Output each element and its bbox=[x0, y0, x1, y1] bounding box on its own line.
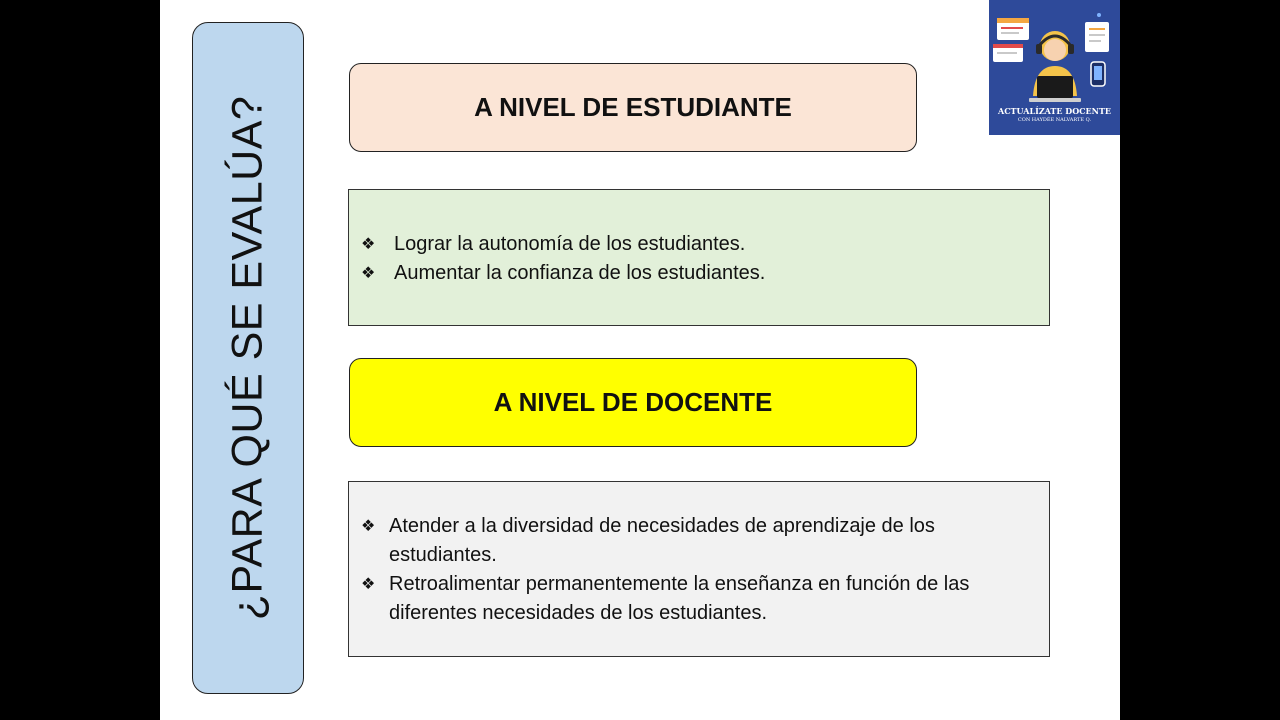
list-item bbox=[361, 570, 1037, 628]
teacher-level-box bbox=[348, 481, 1050, 657]
diamond-bullet-icon: ❖ bbox=[361, 236, 376, 253]
diamond-bullet-icon: ❖ bbox=[361, 265, 376, 282]
bullet-text: Atender a la diversidad de necesidades de aprendizaje de los estudiantes. bbox=[389, 515, 935, 566]
bullet-text: Lograr la autonomía de los estudiantes. bbox=[394, 233, 746, 255]
side-title-panel bbox=[192, 22, 304, 694]
side-title: ¿PARA QUÉ SE EVALÚA? bbox=[223, 95, 272, 621]
bullet-text: Retroalimentar permanentemente la enseñanza en función de las diferentes necesidades de los estudiantes. bbox=[389, 573, 970, 624]
teacher-headset-laptop-illustration bbox=[989, 0, 1120, 112]
diamond-bullet-icon: ❖ bbox=[361, 576, 376, 593]
student-level-header: A NIVEL DE ESTUDIANTE bbox=[349, 63, 917, 152]
list-item bbox=[361, 512, 1037, 570]
student-level-box bbox=[348, 189, 1050, 326]
logo-title: ACTUALÍZATE DOCENTE bbox=[997, 106, 1111, 116]
teacher-level-header: A NIVEL DE DOCENTE bbox=[349, 358, 917, 447]
list-item bbox=[361, 259, 1049, 288]
actualizate-docente-logo bbox=[989, 0, 1120, 135]
list-item bbox=[361, 230, 1049, 259]
bullet-text: Aumentar la confianza de los estudiantes. bbox=[394, 262, 766, 284]
logo-caption bbox=[989, 107, 1120, 125]
teacher-bullet-list bbox=[361, 512, 1037, 628]
student-bullet-list bbox=[361, 230, 1049, 288]
logo-subtitle: CON HAYDÉE NALVARTE Q. bbox=[1017, 117, 1092, 123]
slide bbox=[160, 0, 1120, 720]
diamond-bullet-icon: ❖ bbox=[361, 518, 376, 535]
